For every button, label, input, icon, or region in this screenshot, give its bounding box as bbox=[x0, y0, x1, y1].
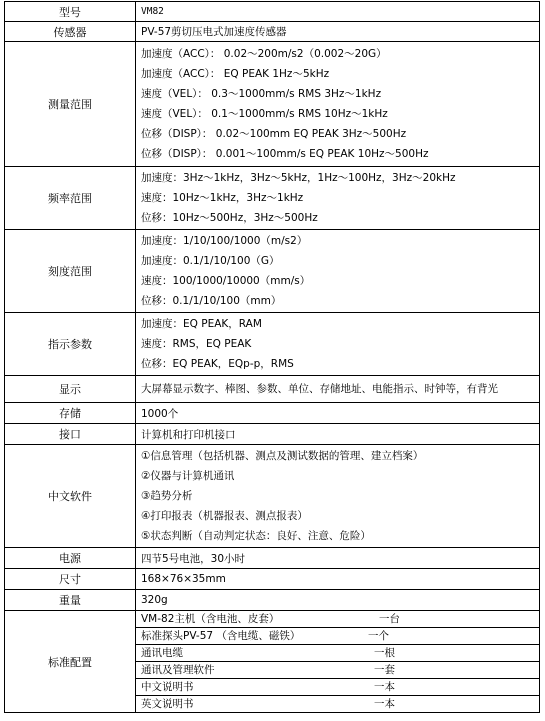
spec-row-interface bbox=[5, 424, 540, 445]
size-value: 168×76×35mm bbox=[136, 569, 540, 590]
spec-row-software bbox=[5, 445, 540, 548]
storage-label: 存储 bbox=[5, 403, 136, 424]
spec-row-freq bbox=[5, 167, 540, 230]
standard-item-qty: 一台 bbox=[379, 613, 400, 625]
indicator-label: 指示参数 bbox=[5, 313, 136, 376]
range-line: 加速度（ACC）： 0.02～200m/s2（0.002～20G） bbox=[141, 48, 387, 60]
standard-item-qty: 一根 bbox=[374, 647, 395, 659]
range-line: 速度（VEL）： 0.3～1000mm/s RMS 3Hz～1kHz bbox=[141, 88, 382, 100]
standard-item bbox=[136, 611, 539, 628]
standard-items bbox=[136, 611, 540, 713]
freq-label: 频率范围 bbox=[5, 167, 136, 230]
spec-row-scale bbox=[5, 230, 540, 313]
spec-table bbox=[4, 1, 540, 713]
weight-label: 重量 bbox=[5, 590, 136, 611]
software-label: 中文软件 bbox=[5, 445, 136, 548]
weight-value: 320g bbox=[136, 590, 540, 611]
freq-values bbox=[136, 167, 540, 230]
spec-row-sensor bbox=[5, 22, 540, 42]
power-value: 四节5号电池，30小时 bbox=[136, 548, 540, 569]
scale-line: 加速度：1/10/100/1000（m/s2） bbox=[141, 235, 308, 247]
standard-item-name: 通讯电缆 bbox=[141, 647, 183, 659]
spec-row-model bbox=[5, 2, 540, 22]
scale-values bbox=[136, 230, 540, 313]
freq-line: 加速度：3Hz～1kHz，3Hz～5kHz，1Hz～100Hz，3Hz～20kHz bbox=[141, 172, 456, 184]
spec-row-weight bbox=[5, 590, 540, 611]
software-line: ⑤状态判断（自动判定状态：良好、注意、危险） bbox=[141, 530, 371, 542]
software-line: ④打印报表（机器报表、测点报表） bbox=[141, 510, 308, 522]
spec-row-size bbox=[5, 569, 540, 590]
scale-line: 速度：100/1000/10000（mm/s） bbox=[141, 275, 311, 287]
storage-value: 1000个 bbox=[136, 403, 540, 424]
standard-item bbox=[136, 628, 539, 645]
interface-label: 接口 bbox=[5, 424, 136, 445]
range-line: 速度（VEL）： 0.1～1000mm/s RMS 10Hz～1kHz bbox=[141, 108, 388, 120]
interface-value: 计算机和打印机接口 bbox=[136, 424, 540, 445]
size-label: 尺寸 bbox=[5, 569, 136, 590]
standard-item-name: VM-82主机（含电池、皮套） bbox=[141, 613, 280, 625]
standard-item bbox=[136, 696, 539, 712]
software-line: ③趋势分析 bbox=[141, 490, 193, 502]
standard-item-qty: 一本 bbox=[374, 698, 395, 710]
display-label: 显示 bbox=[5, 376, 136, 403]
range-line: 位移（DISP）： 0.001～100mm/s EQ PEAK 10Hz～500Hz bbox=[141, 148, 429, 160]
freq-line: 速度：10Hz～1kHz，3Hz～1kHz bbox=[141, 192, 304, 204]
model-value: VM82 bbox=[136, 2, 540, 22]
standard-item-name: 通讯及管理软件 bbox=[141, 664, 215, 676]
scale-line: 加速度：0.1/1/10/100（G） bbox=[141, 255, 280, 267]
model-label: 型号 bbox=[5, 2, 136, 22]
indicator-values bbox=[136, 313, 540, 376]
indicator-line: 位移：EQ PEAK，EQp-p，RMS bbox=[141, 358, 294, 370]
scale-line: 位移：0.1/1/10/100（mm） bbox=[141, 295, 282, 307]
indicator-line: 加速度：EQ PEAK，RAM bbox=[141, 318, 262, 330]
display-cell bbox=[136, 376, 540, 403]
standard-item bbox=[136, 662, 539, 679]
spec-row-standard bbox=[5, 611, 540, 713]
software-line: ②仪器与计算机通讯 bbox=[141, 470, 235, 482]
range-label: 测量范围 bbox=[5, 42, 136, 167]
standard-item bbox=[136, 679, 539, 696]
sensor-value: PV-57剪切压电式加速度传感器 bbox=[136, 22, 540, 42]
standard-item-name: 英文说明书 bbox=[141, 698, 194, 710]
display-value: 大屏幕显示数字、棒图、参数、单位、存储地址、电能指示、时钟等，有背光 bbox=[141, 383, 498, 395]
sensor-label: 传感器 bbox=[5, 22, 136, 42]
standard-item-name: 中文说明书 bbox=[141, 681, 194, 693]
software-line: ①信息管理（包括机器、测点及测试数据的管理、建立档案） bbox=[141, 450, 424, 462]
standard-item-qty: 一个 bbox=[368, 630, 389, 642]
standard-item-qty: 一套 bbox=[374, 664, 395, 676]
spec-row-power bbox=[5, 548, 540, 569]
range-line: 位移（DISP）： 0.02～100mm EQ PEAK 3Hz～500Hz bbox=[141, 128, 407, 140]
spec-row-indicator bbox=[5, 313, 540, 376]
spec-row-display bbox=[5, 376, 540, 403]
standard-item-name: 标准探头PV-57 （含电缆、磁铁） bbox=[141, 630, 301, 642]
freq-line: 位移：10Hz～500Hz，3Hz～500Hz bbox=[141, 212, 318, 224]
indicator-line: 速度：RMS，EQ PEAK bbox=[141, 338, 252, 350]
standard-item bbox=[136, 645, 539, 662]
software-values bbox=[136, 445, 540, 548]
power-label: 电源 bbox=[5, 548, 136, 569]
spec-row-range bbox=[5, 42, 540, 167]
range-values bbox=[136, 42, 540, 167]
standard-label: 标准配置 bbox=[5, 611, 136, 713]
standard-item-qty: 一本 bbox=[374, 681, 395, 693]
spec-row-storage bbox=[5, 403, 540, 424]
scale-label: 刻度范围 bbox=[5, 230, 136, 313]
range-line: 加速度（ACC）： EQ PEAK 1Hz～5kHz bbox=[141, 68, 330, 80]
